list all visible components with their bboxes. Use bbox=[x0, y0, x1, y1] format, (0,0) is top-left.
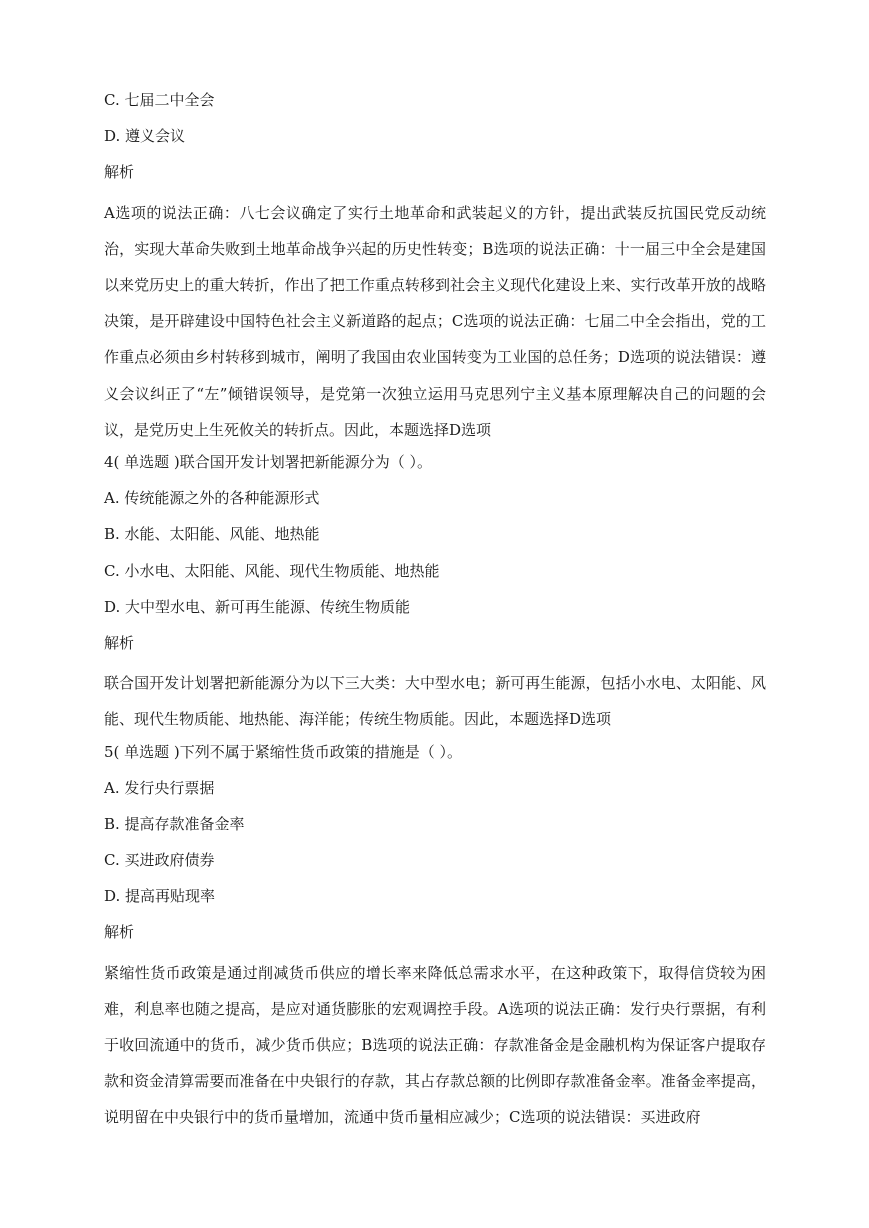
q3-option-d: D. 遵义会议 bbox=[104, 127, 186, 146]
q3-option-c: C. 七届二中全会 bbox=[104, 91, 215, 109]
q5-option-a: A. 发行央行票据 bbox=[104, 778, 215, 797]
page-content bbox=[104, 86, 766, 1136]
q5-option-c: C. 买进政府债券 bbox=[104, 851, 215, 870]
q4-option-a: A. 传统能源之外的各种能源形式 bbox=[104, 489, 320, 508]
q5-analysis-label: 解析 bbox=[104, 923, 135, 942]
q3-analysis-text: A选项的说法正确：八七会议确定了实行土地革命和武装起义的方针，提出武装反抗国民党反动统治，实现大革命失败到土地革命战争兴起的历史性转变；B选项的说法正确：十一届三中全会是建国以来党历史上的重大转折，作出了把工作重点转移到社会主义现代化建设上来、实行改革开放的战略决策，是开辟建设中国特色社会主义新道路的起点；C选项的说法正确：七届二中全会指出，党的工作重点必须由乡村转移到城市，阐明了我国由农业国转变为工业国的总任务；D选项的说法错误：遵义会议纠正了“左”倾错误领导，是党第一次独立运用马克思列宁主义基本原理解决自己的问题的会议，是党历史上生死攸关的转折点。因此，本题选择D选项 bbox=[104, 203, 766, 439]
q4-option-d: D. 大中型水电、新可再生能源、传统生物质能 bbox=[104, 597, 411, 616]
q5-option-b: B. 提高存款准备金率 bbox=[104, 814, 245, 833]
q4-analysis-label: 解析 bbox=[104, 633, 135, 652]
q5-option-d: D. 提高再贴现率 bbox=[104, 887, 216, 906]
q4-option-c: C. 小水电、太阳能、风能、现代生物质能、地热能 bbox=[104, 561, 440, 580]
q5-analysis-text: 紧缩性货币政策是通过削减货币供应的增长率来降低总需求水平，在这种政策下，取得信贷较为困难，利息率也随之提高，是应对通货膨胀的宏观调控手段。A选项的说法正确：发行央行票据，有利于收回流通中的货币，减少货币供应；B选项的说法正确：存款准备金是金融机构为保证客户提取存款和资金清算需要而准备在中央银行的存款，其占存款总额的比例即存款准备金率。准备金率提高，说明留在中央银行中的货币量增加，流通中货币量相应减少；C选项的说法错误：买进政府 bbox=[104, 963, 766, 1127]
q4-analysis-text: 联合国开发计划署把新能源分为以下三大类：大中型水电；新可再生能源，包括小水电、太阳能、风能、现代生物质能、地热能、海洋能；传统生物质能。因此，本题选择D选项 bbox=[104, 674, 766, 729]
q4-question: 4( 单选题 )联合国开发计划署把新能源分为（ ）。 bbox=[104, 452, 433, 471]
q3-analysis-label: 解析 bbox=[104, 163, 135, 182]
q4-option-b: B. 水能、太阳能、风能、地热能 bbox=[104, 525, 320, 544]
q5-question: 5( 单选题 )下列不属于紧缩性货币政策的措施是（ ）。 bbox=[104, 742, 463, 761]
